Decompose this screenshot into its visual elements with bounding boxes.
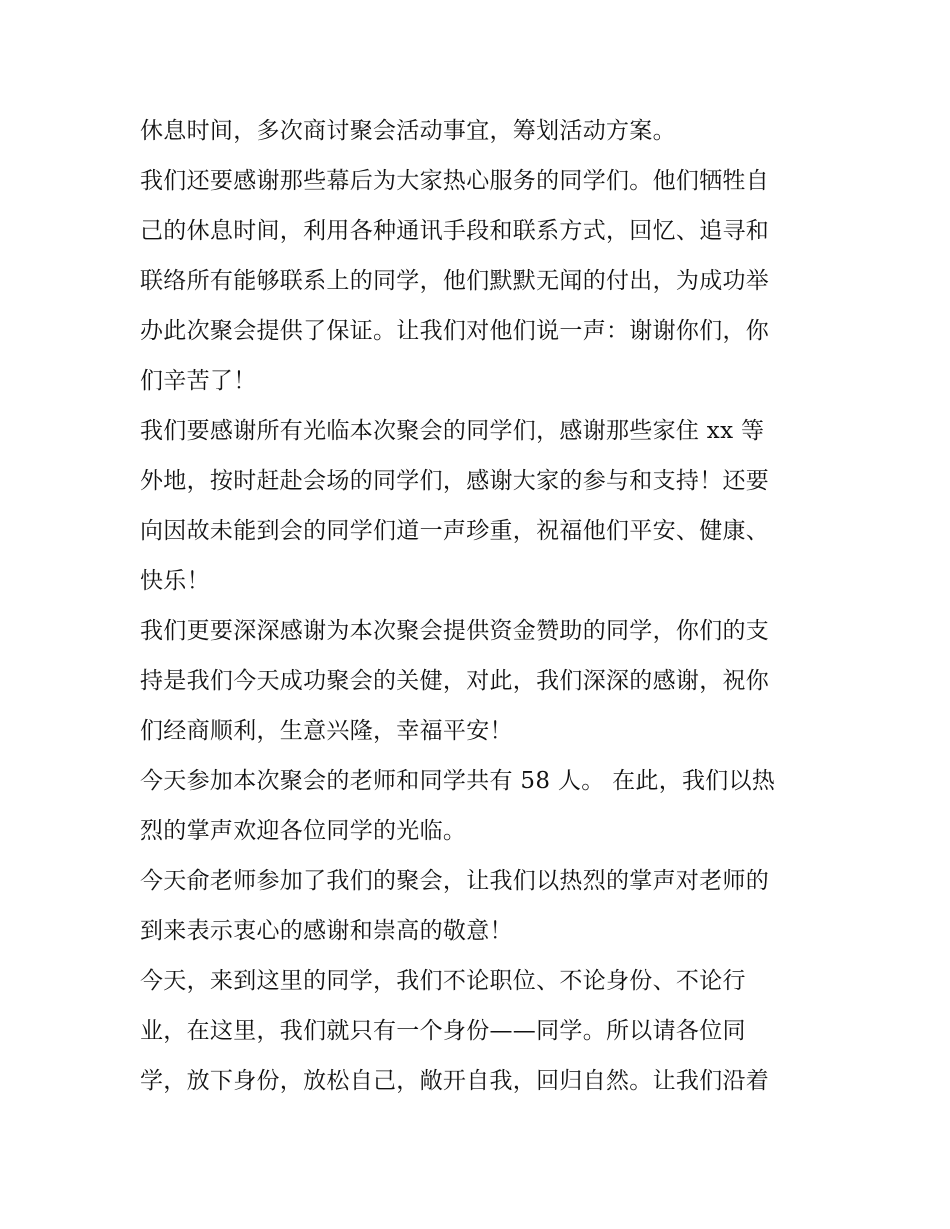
text-line: 办此次聚会提供了保证。让我们对他们说一声：谢谢你们，你 — [140, 318, 770, 344]
text-line: 今天俞老师参加了我们的聚会，让我们以热烈的掌声对老师的 — [140, 868, 770, 894]
text-line: 向因故未能到会的同学们道一声珍重，祝福他们平安、健康、 — [140, 518, 770, 544]
text-line: 外地，按时赶赴会场的同学们，感谢大家的参与和支持！还要 — [140, 468, 770, 494]
text-line: 我们还要感谢那些幕后为大家热心服务的同学们。他们牺牲自 — [140, 168, 770, 194]
text-line: 休息时间，多次商讨聚会活动事宜，筹划活动方案。 — [140, 118, 676, 144]
text-line: 到来表示衷心的感谢和崇高的敬意！ — [140, 918, 513, 944]
text-line: 们经商顺利，生意兴隆，幸福平安！ — [140, 718, 513, 744]
text-line: 快乐！ — [140, 568, 210, 594]
text-line: 今天，来到这里的同学，我们不论职位、不论身份、不论行 — [140, 968, 746, 994]
text-line: 学，放下身份，放松自己，敞开自我，回归自然。让我们沿着 — [140, 1068, 770, 1094]
text-line: 们辛苦了！ — [140, 368, 257, 394]
text-line: 己的休息时间，利用各种通讯手段和联系方式，回忆、追寻和 — [140, 218, 770, 244]
text-line: 烈的掌声欢迎各位同学的光临。 — [140, 818, 467, 844]
text-line: 业，在这里，我们就只有一个身份——同学。所以请各位同 — [140, 1018, 746, 1044]
text-line: 我们更要深深感谢为本次聚会提供资金赞助的同学，你们的支 — [140, 618, 770, 644]
text-line: 联络所有能够联系上的同学，他们默默无闻的付出，为成功举 — [140, 268, 770, 294]
text-line: 持是我们今天成功聚会的关健，对此，我们深深的感谢，祝你 — [140, 668, 770, 694]
text-line: 今天参加本次聚会的老师和同学共有 58 人。 在此，我们以热 — [140, 768, 776, 794]
document-body — [140, 106, 812, 1106]
text-line: 我们要感谢所有光临本次聚会的同学们，感谢那些家住 xx 等 — [140, 418, 765, 444]
